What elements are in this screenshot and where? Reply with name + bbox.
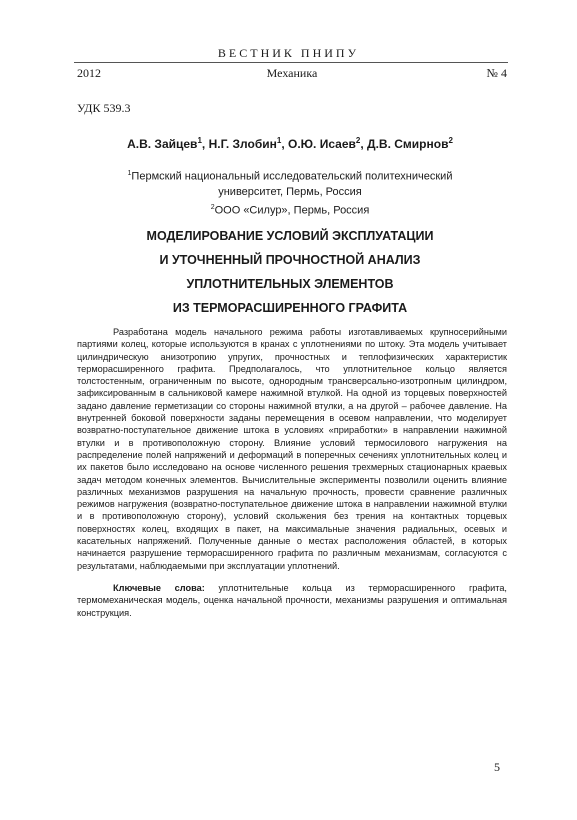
keywords-text: уплотнительные кольца из терморасширенного графита, термомеханическая модель, оценка начальной прочности, механизмы разрушения и оптимальная конструкция. bbox=[77, 583, 507, 618]
author-affiliation-mark: 1 bbox=[276, 136, 282, 145]
header-issue: № 4 bbox=[486, 66, 507, 80]
author-name: А.В. Зайцев bbox=[127, 137, 198, 151]
affiliation-line: Пермский национальный исследовательский политехнический bbox=[131, 170, 453, 183]
title-line: ИЗ ТЕРМОРАСШИРЕННОГО ГРАФИТА bbox=[172, 301, 408, 315]
affiliation-number: 1 bbox=[127, 170, 132, 177]
running-header bbox=[77, 66, 507, 82]
affiliation-line: ООО «Силур», Пермь, Россия bbox=[214, 204, 370, 217]
affiliation-2 bbox=[100, 200, 480, 219]
author-name: О.Ю. Исаев bbox=[288, 137, 356, 151]
abstract: Разработана модель начального режима работы изготавливаемых крупносерийными партиями колец, которые используются в кранах с уплотнениями по штоку. Эта модель учитывает цилиндрическую анизотропию упругих, прочностных и теплофизических характеристик терморасширенного графита. Предполагалось, что уплотнительное кольцо является толстостенным, ограниченным по высоте, однородным трансверсально-изотропным цилиндром, зафиксированным в сальниковой камере нажимной втулкой. На одной из торцевых поверхностей задано давление герметизации со стороны нажимной втулки, а на другой – рабочее давление. На внутренней боковой поверхности заданы перемещения в осевом направлении, что моделирует возвратно-поступательное движение штока в условиях «приработки» в направлении нажимной втулки и в противоположную сторону. Влияние условий термосилового нагружения на распределение полей напряжений и деформаций в поперечных сечениях уплотнительных колец и их пакетов было исследовано на основе численного решения трехмерных стационарных краевых задач методом конечных элементов. Вычислительные эксперименты позволили оценить влияние различных механизмов разрушения на начальную прочность, провести сравнение различных режимов нагружения (возвратно-поступательное движение штока в направлении нажимной втулки и в противоположную сторону), условий скольжения без трения на контактных торцевых поверхностях колец, входящих в пакет, на максимальные значения радиальных, осевых и касательных напряжений. Полученные данные о местах расположения областей, в которых начинается разрушение терморасширенного графита по различным механизмам, согласуются с результатами, наблюдаемыми при эксплуатации уплотнений. bbox=[77, 327, 507, 571]
affiliations bbox=[100, 166, 480, 218]
header-divider bbox=[74, 62, 508, 63]
title-line: И УТОЧНЕННЫЙ ПРОЧНОСТНОЙ АНАЛИЗ bbox=[159, 253, 421, 267]
article-title bbox=[60, 224, 520, 320]
title-line: УПЛОТНИТЕЛЬНЫХ ЭЛЕМЕНТОВ bbox=[186, 277, 394, 291]
author-list: А.В. Зайцев$^1$, Н.Г. Злобин$^1$, О.Ю. Исаев$^2$, Д.В. Смирнов$^2$ bbox=[127, 136, 453, 151]
author-name: Д.В. Смирнов bbox=[367, 137, 449, 151]
author-name: Н.Г. Злобин bbox=[208, 137, 277, 151]
author-affiliation-mark: 1 bbox=[197, 136, 202, 145]
udc-code: УДК 539.3 bbox=[77, 101, 131, 115]
header-year: 2012 bbox=[77, 66, 101, 80]
affiliation-number: 2 bbox=[210, 203, 215, 211]
header-section: Механика bbox=[266, 66, 318, 80]
affiliation-1 bbox=[100, 166, 480, 185]
affiliation-1-cont: университет, Пермь, Россия bbox=[218, 185, 362, 198]
keywords-label: Ключевые слова: bbox=[113, 583, 205, 593]
keywords bbox=[77, 582, 507, 619]
journal-title: ВЕСТНИК ПНИПУ bbox=[217, 46, 360, 60]
author-affiliation-mark: 2 bbox=[355, 136, 361, 145]
page-number: 5 bbox=[494, 760, 500, 774]
author-affiliation-mark: 2 bbox=[448, 136, 453, 145]
title-line: МОДЕЛИРОВАНИЕ УСЛОВИЙ ЭКСПЛУАТАЦИИ bbox=[146, 229, 434, 243]
